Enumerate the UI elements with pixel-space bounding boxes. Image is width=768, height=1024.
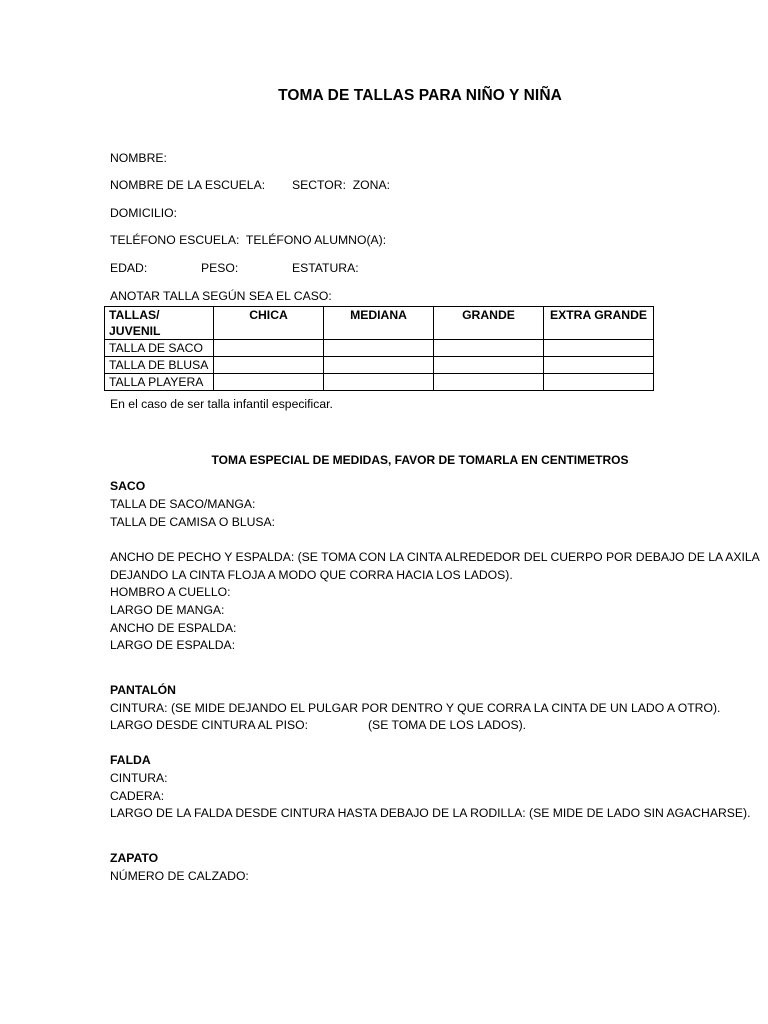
header-juvenil: JUVENIL <box>109 324 161 338</box>
section-heading-falda: FALDA <box>110 753 151 767</box>
sizes-table <box>104 306 654 391</box>
table-cell <box>214 340 324 357</box>
table-cell <box>544 357 654 374</box>
field-estatura: ESTATURA: <box>292 261 359 275</box>
field-hombro-cuello: HOMBRO A CUELLO: <box>110 585 231 599</box>
field-pantalon-cintura: CINTURA: (SE MIDE DEJANDO EL PULGAR POR DENTRO Y QUE CORRA LA CINTA DE UN LADO A OTRO). <box>110 701 721 715</box>
field-pantalon-largo: LARGO DESDE CINTURA AL PISO: <box>110 718 308 732</box>
field-ancho-espalda: ANCHO DE ESPALDA: <box>110 621 237 635</box>
table-row <box>105 357 654 374</box>
table-row <box>105 340 654 357</box>
field-escuela: NOMBRE DE LA ESCUELA: <box>110 178 266 192</box>
field-falda-cintura: CINTURA: <box>110 771 168 785</box>
section-heading-saco: SACO <box>110 479 146 493</box>
special-measures-title: TOMA ESPECIAL DE MEDIDAS, FAVOR DE TOMARLA EN CENTIMETROS <box>211 453 629 467</box>
header-tallas: TALLAS/ <box>109 308 160 322</box>
field-ancho-pecho-2: DEJANDO LA CINTA FLOJA A MODO QUE CORRA HACIA LOS LADOS). <box>110 568 513 582</box>
field-nombre: NOMBRE: <box>110 151 167 165</box>
table-cell <box>544 374 654 391</box>
field-edad: EDAD: <box>110 261 148 275</box>
field-falda-largo: LARGO DE LA FALDA DESDE CINTURA HASTA DEBAJO DE LA RODILLA: (SE MIDE DE LADO SIN AGACHARSE). <box>110 806 751 820</box>
infantil-note: En el caso de ser talla infantil especificar. <box>110 397 333 411</box>
anotar-label: ANOTAR TALLA SEGÚN SEA EL CASO: <box>110 289 332 303</box>
section-heading-zapato: ZAPATO <box>110 851 159 865</box>
table-row <box>105 374 654 391</box>
table-cell <box>324 340 434 357</box>
table-cell <box>544 340 654 357</box>
field-talla-saco-manga: TALLA DE SACO/MANGA: <box>110 497 256 511</box>
row-label-saco: TALLA DE SACO <box>105 340 214 357</box>
row-label-playera: TALLA PLAYERA <box>105 374 214 391</box>
header-grande: GRANDE <box>434 307 544 340</box>
table-header-row <box>105 307 654 340</box>
field-largo-espalda: LARGO DE ESPALDA: <box>110 638 236 652</box>
field-sector-zona: SECTOR: ZONA: <box>292 178 390 192</box>
header-tallas-juvenil <box>105 307 214 340</box>
header-extra-grande: EXTRA GRANDE <box>544 307 654 340</box>
field-pantalon-largo-nota: (SE TOMA DE LOS LADOS). <box>368 718 527 732</box>
field-talla-camisa: TALLA DE CAMISA O BLUSA: <box>110 515 276 529</box>
field-peso: PESO: <box>201 261 239 275</box>
field-ancho-pecho-1: ANCHO DE PECHO Y ESPALDA: (SE TOMA CON LA CINTA ALREDEDOR DEL CUERPO POR DEBAJO DE LA AXILA <box>110 550 760 564</box>
table-cell <box>434 374 544 391</box>
row-label-blusa: TALLA DE BLUSA <box>105 357 214 374</box>
field-numero-calzado: NÚMERO DE CALZADO: <box>110 869 249 883</box>
table-cell <box>434 357 544 374</box>
field-largo-manga: LARGO DE MANGA: <box>110 603 225 617</box>
header-mediana: MEDIANA <box>324 307 434 340</box>
section-heading-pantalon: PANTALÓN <box>110 683 176 697</box>
table-cell <box>214 357 324 374</box>
header-chica: CHICA <box>214 307 324 340</box>
page-title: TOMA DE TALLAS PARA NIÑO Y NIÑA <box>278 87 562 104</box>
table-cell <box>324 374 434 391</box>
table-cell <box>214 374 324 391</box>
field-falda-cadera: CADERA: <box>110 789 165 803</box>
field-telefonos: TELÉFONO ESCUELA: TELÉFONO ALUMNO(A): <box>110 233 387 247</box>
field-domicilio: DOMICILIO: <box>110 206 178 220</box>
table-cell <box>434 340 544 357</box>
table-cell <box>324 357 434 374</box>
